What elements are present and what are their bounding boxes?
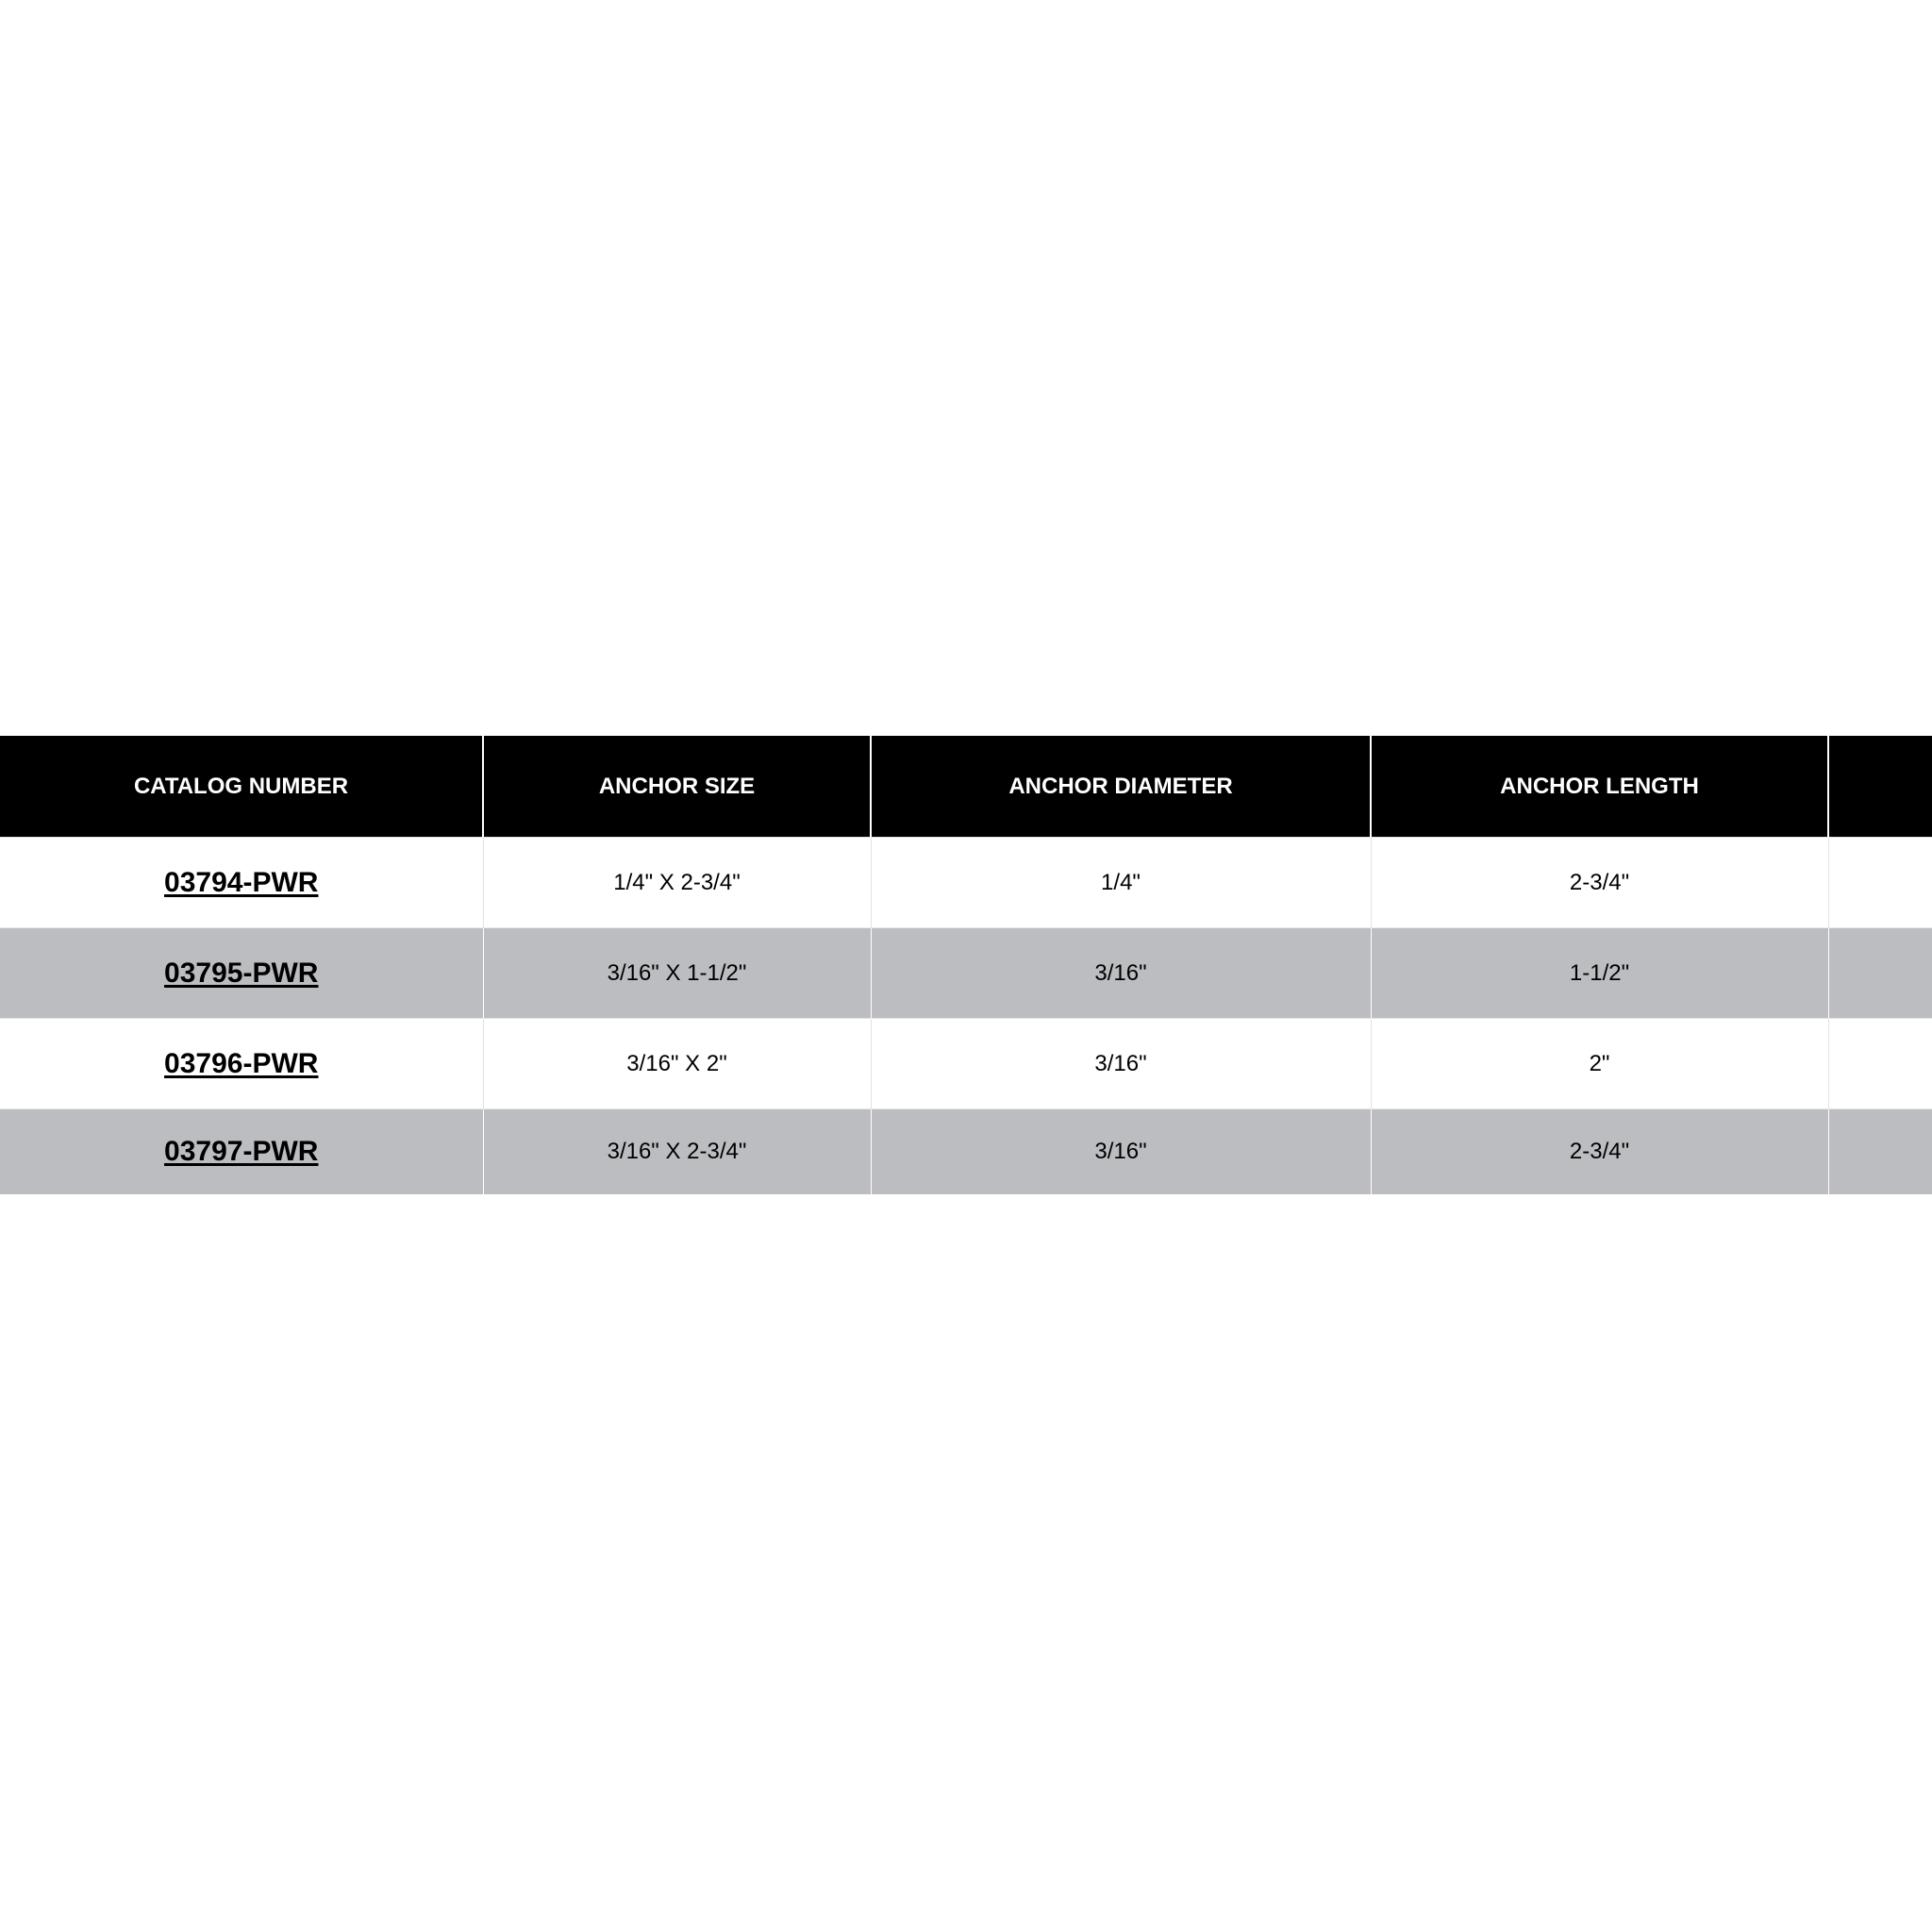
catalog-number-link[interactable]: 03797-PWR (164, 1136, 319, 1167)
anchor-length-cell: 2-3/4" (1371, 1109, 1828, 1195)
catalog-cell (0, 1109, 483, 1195)
catalog-cell (0, 1019, 483, 1109)
anchor-length-cell: 2" (1371, 1019, 1828, 1109)
truncated-cell (1828, 1109, 1932, 1195)
column-header-catalog-number: CATALOG NUMBER (0, 736, 483, 838)
anchor-size-cell: 1/4" X 2-3/4" (483, 838, 871, 928)
anchor-size-cell: 3/16" X 2" (483, 1019, 871, 1109)
truncated-cell (1828, 1019, 1932, 1109)
table-header-row (0, 736, 1932, 838)
product-spec-table-container (0, 736, 1932, 1194)
table-header (0, 736, 1932, 838)
product-spec-table (0, 736, 1932, 1194)
catalog-cell (0, 928, 483, 1019)
anchor-length-cell: 1-1/2" (1371, 928, 1828, 1019)
catalog-number-link[interactable]: 03795-PWR (164, 957, 319, 989)
column-header-anchor-length: ANCHOR LENGTH (1371, 736, 1828, 838)
anchor-diameter-cell: 3/16" (871, 1019, 1371, 1109)
anchor-diameter-cell: 3/16" (871, 1109, 1371, 1195)
truncated-cell (1828, 928, 1932, 1019)
catalog-number-link[interactable]: 03796-PWR (164, 1047, 319, 1079)
catalog-number-link[interactable]: 03794-PWR (164, 866, 319, 898)
anchor-size-cell: 3/16" X 1-1/2" (483, 928, 871, 1019)
table-row (0, 838, 1932, 928)
table-row (0, 928, 1932, 1019)
table-body (0, 838, 1932, 1195)
anchor-diameter-cell: 1/4" (871, 838, 1371, 928)
column-header-truncated (1828, 736, 1932, 838)
column-header-anchor-diameter: ANCHOR DIAMETER (871, 736, 1371, 838)
anchor-size-cell: 3/16" X 2-3/4" (483, 1109, 871, 1195)
table-row (0, 1019, 1932, 1109)
catalog-cell (0, 838, 483, 928)
column-header-anchor-size: ANCHOR SIZE (483, 736, 871, 838)
truncated-cell (1828, 838, 1932, 928)
anchor-length-cell: 2-3/4" (1371, 838, 1828, 928)
anchor-diameter-cell: 3/16" (871, 928, 1371, 1019)
table-row (0, 1109, 1932, 1195)
